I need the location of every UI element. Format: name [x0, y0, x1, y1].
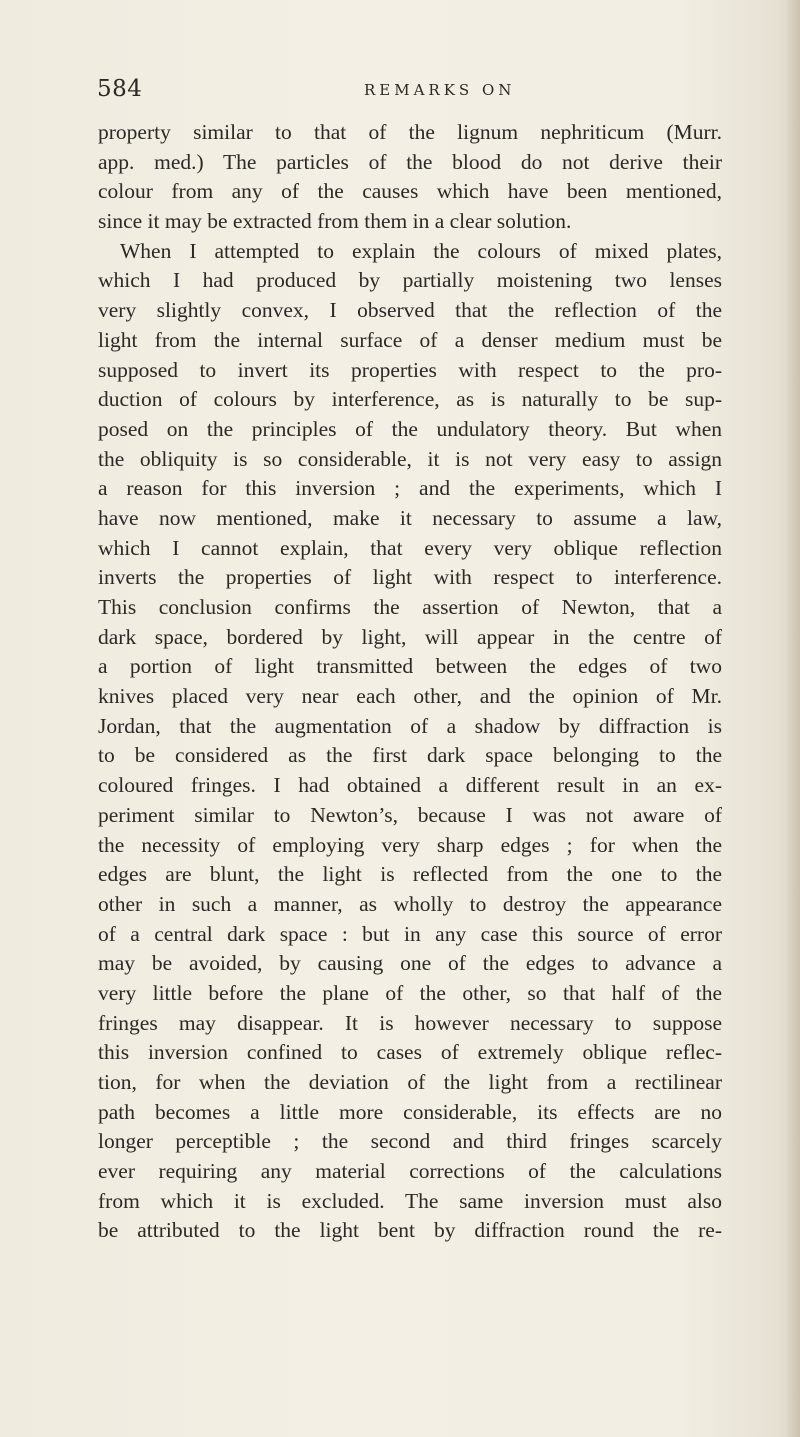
text-line: be attributed to the light bent by diffraction round the re- — [98, 1218, 722, 1243]
text-line: ever requiring any material corrections of the calculations — [98, 1159, 722, 1184]
text-line: This conclusion confirms the assertion of Newton, that a — [98, 595, 722, 619]
text-line: a reason for this inversion ; and the experiments, which I — [98, 476, 722, 501]
text-line: duction of colours by interference, as is naturally to be sup- — [98, 387, 722, 412]
text-line: path becomes a little more considerable, its effects are no — [98, 1099, 722, 1124]
text-line: to be considered as the first dark space belonging to the — [98, 743, 722, 768]
text-line: the necessity of employing very sharp edges ; for when the — [98, 832, 722, 857]
text-line: posed on the principles of the undulatory theory. But when — [98, 416, 722, 441]
text-line: since it may be extracted from them in a clear solution. — [98, 209, 572, 234]
page-header — [97, 76, 737, 116]
text-line: coloured fringes. I had obtained a different result in an ex- — [98, 773, 722, 798]
text-line: colour from any of the causes which have been mentioned, — [98, 179, 722, 204]
text-line: light from the internal surface of a denser medium must be — [98, 327, 722, 352]
text-line: the obliquity is so considerable, it is not very easy to assign — [98, 446, 722, 471]
text-line: Jordan, that the augmentation of a shadow by diffraction is — [98, 713, 722, 738]
text-line: very slightly convex, I observed that the reflection of the — [98, 298, 722, 323]
text-line: edges are blunt, the light is reflected from the one to the — [98, 862, 722, 887]
text-line: have now mentioned, make it necessary to assume a law, — [98, 505, 722, 530]
text-line: a portion of light transmitted between the edges of two — [98, 654, 722, 679]
text-line: tion, for when the deviation of the light from a rectilinear — [98, 1070, 722, 1094]
page-edge-shadow — [786, 0, 800, 1437]
text-line: knives placed very near each other, and the opinion of Mr. — [98, 684, 722, 709]
running-title: REMARKS ON — [364, 81, 516, 99]
text-line: of a central dark space : but in any case this source of error — [98, 921, 722, 946]
text-line: this inversion confined to cases of extremely oblique reflec- — [98, 1040, 722, 1065]
text-line: may be avoided, by causing one of the edges to advance a — [98, 951, 722, 976]
text-line: inverts the properties of light with respect to interference. — [98, 565, 722, 590]
text-line: dark space, bordered by light, will appear in the centre of — [98, 624, 722, 649]
text-line: When I attempted to explain the colours of mixed plates, — [120, 238, 722, 263]
body-text — [98, 118, 722, 1246]
text-line: supposed to invert its properties with respect to the pro- — [98, 357, 722, 382]
text-line: which I cannot explain, that every very oblique reflection — [98, 535, 722, 560]
text-line: periment similar to Newton’s, because I was not aware of — [98, 802, 722, 827]
text-line: which I had produced by partially moistening two lenses — [98, 268, 722, 293]
text-line: longer perceptible ; the second and third fringes scarcely — [98, 1129, 722, 1154]
text-line: fringes may disappear. It is however necessary to suppose — [98, 1010, 722, 1035]
text-line: other in such a manner, as wholly to destroy the appearance — [98, 891, 722, 916]
page-number: 584 — [97, 76, 143, 102]
text-line: property similar to that of the lignum nephriticum (Murr. — [98, 120, 722, 144]
text-line: app. med.) The particles of the blood do not derive their — [98, 149, 722, 174]
text-line: from which it is excluded. The same inversion must also — [98, 1188, 722, 1213]
text-line: very little before the plane of the other, so that half of the — [98, 980, 722, 1005]
